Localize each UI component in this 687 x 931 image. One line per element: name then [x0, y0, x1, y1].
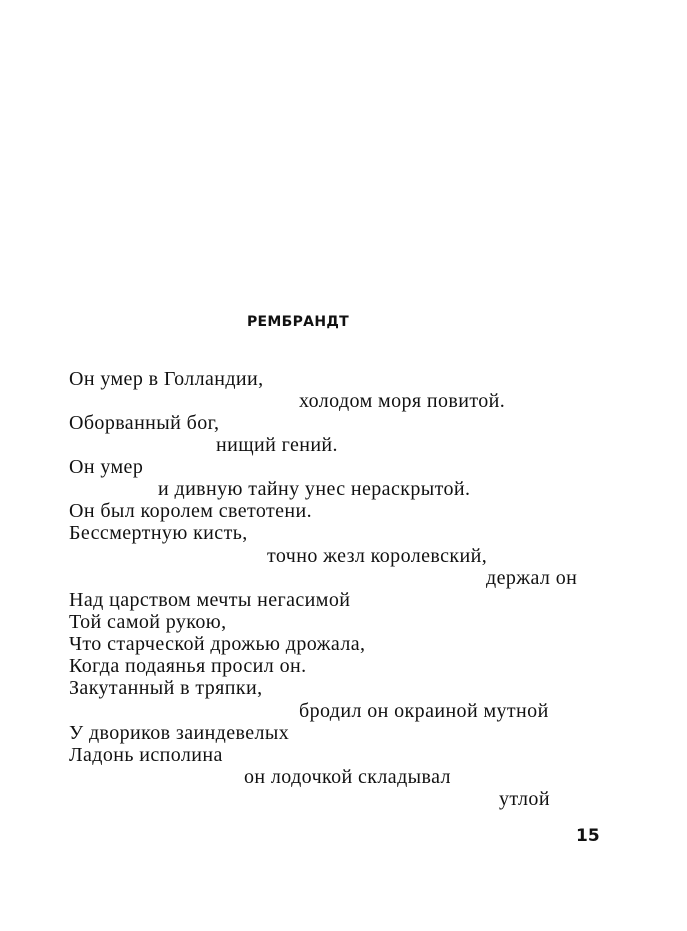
- poem-title: РЕМБРАНДТ: [247, 314, 349, 330]
- page-number: 15: [576, 826, 600, 846]
- poem-line: Оборванный бог,: [69, 412, 220, 434]
- poem-line: бродил он окраиной мутной: [299, 700, 549, 722]
- poem-line: он лодочкой складывал: [244, 766, 451, 788]
- poem-line: Он умер в Голландии,: [69, 368, 264, 390]
- poem-line: Той самой рукою,: [69, 611, 227, 633]
- poem-line: У двориков заиндевелых: [69, 722, 290, 744]
- poem-line: точно жезл королевский,: [267, 545, 488, 567]
- poem-line: Он был королем светотени.: [69, 500, 313, 522]
- poem-line: Бессмертную кисть,: [69, 522, 248, 544]
- poem-line: держал он: [486, 567, 578, 589]
- poem-line: Когда подаянья просил он.: [69, 655, 307, 677]
- poem-line: Ладонь исполина: [69, 744, 223, 766]
- poem-line: и дивную тайну унес нераскрытой.: [158, 478, 471, 500]
- poem-line: Закутанный в тряпки,: [69, 677, 263, 699]
- poem-line: Над царством мечты негасимой: [69, 589, 351, 611]
- poem-line: нищий гений.: [216, 434, 338, 456]
- poem-line: Он умер: [69, 456, 144, 478]
- poem-line: холодом моря повитой.: [299, 390, 506, 412]
- poem-line: утлой: [499, 788, 550, 810]
- poem-line: Что старческой дрожью дрожала,: [69, 633, 366, 655]
